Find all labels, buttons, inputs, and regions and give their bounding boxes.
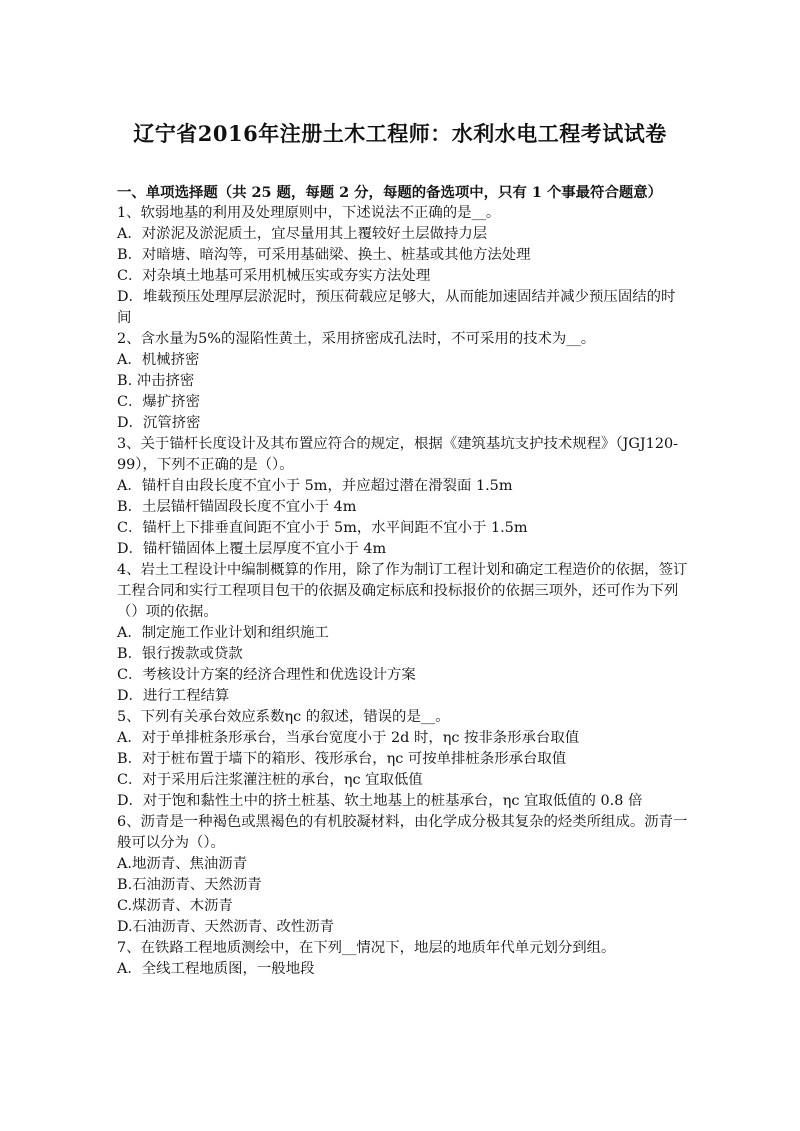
question-block bbox=[117, 434, 689, 560]
question-option: B. 冲击挤密 bbox=[117, 373, 195, 389]
question-option: D．对于饱和黏性土中的挤土桩基、软土地基上的桩基承台，ηc 宜取低值的 0.8 倍 bbox=[117, 793, 643, 809]
question-block bbox=[117, 707, 689, 812]
question-option: A．对淤泥及淤泥质土，宜尽量用其上覆较好土层做持力层 bbox=[117, 226, 488, 242]
exam-content bbox=[117, 182, 689, 980]
question-block bbox=[117, 938, 689, 980]
question-stem: 1、软弱地基的利用及处理原则中，下述说法不正确的是__。 bbox=[117, 205, 501, 221]
question-option: B．对于桩布置于墙下的箱形、筏形承台，ηc 可按单排桩条形承台取值 bbox=[117, 751, 567, 767]
question-option: A．对于单排桩条形承台，当承台宽度小于 2d 时，ηc 按非条形承台取值 bbox=[117, 730, 580, 746]
question-option: D.石油沥青、天然沥青、改性沥青 bbox=[117, 919, 335, 935]
question-stem: 4、岩土工程设计中编制概算的作用，除了作为制订工程计划和确定工程造价的依据，签订工程合同和实行工程项目包干的依据及确定标底和投标报价的依据三项外，还可作为下列（）项的依据。 bbox=[117, 562, 688, 620]
question-stem: 2、含水量为5%的湿陷性黄土，采用挤密成孔法时，不可采用的技术为__。 bbox=[117, 331, 596, 347]
question-stem: 7、在铁路工程地质测绘中，在下列__情况下，地层的地质年代单元划分到组。 bbox=[117, 940, 616, 956]
question-option: C.煤沥青、木沥青 bbox=[117, 898, 233, 914]
section-heading: 一、单项选择题（共 25 题，每题 2 分，每题的备选项中，只有 1 个事最符合题意） bbox=[117, 184, 663, 201]
question-stem: 6、沥青是一种褐色或黑褐色的有机胶凝材料，由化学成分极其复杂的烃类所组成。沥青一般可以分为（）。 bbox=[117, 814, 688, 851]
question-block bbox=[117, 203, 689, 329]
question-stem: 5、下列有关承台效应系数ηc 的叙述，错误的是__。 bbox=[117, 709, 450, 725]
question-option: C．锚杆上下排垂直间距不宜小于 5m，水平间距不宜小于 1.5m bbox=[117, 520, 528, 536]
question-option: A．全线工程地质图，一般地段 bbox=[117, 961, 315, 977]
question-option: D．锚杆锚固体上覆土层厚度不宜小于 4m bbox=[117, 541, 387, 557]
question-option: D．堆载预压处理厚层淤泥时，预压荷载应足够大，从而能加速固结并减少预压固结的时间 bbox=[117, 289, 676, 326]
question-stem: 3、关于锚杆长度设计及其布置应符合的规定，根据《建筑基坑支护技术规程》（JGJ120-99），下列不正确的是（）。 bbox=[117, 436, 678, 473]
question-option: C．对于采用后注浆灌注桩的承台，ηc 宜取低值 bbox=[117, 772, 423, 788]
question-block bbox=[117, 329, 689, 434]
question-option: C．考核设计方案的经济合理性和优选设计方案 bbox=[117, 667, 416, 683]
question-option: A．制定施工作业计划和组织施工 bbox=[117, 625, 329, 641]
question-option: B．土层锚杆锚固段长度不宜小于 4m bbox=[117, 499, 357, 515]
question-option: B.石油沥青、天然沥青 bbox=[117, 877, 262, 893]
question-block bbox=[117, 812, 689, 938]
question-option: D．沉管挤密 bbox=[117, 415, 201, 431]
question-option: A．锚杆自由段长度不宜小于 5m，并应超过潜在滑裂面 1.5m bbox=[117, 478, 513, 494]
question-block bbox=[117, 560, 689, 707]
question-option: B．银行拨款或贷款 bbox=[117, 646, 243, 662]
question-option: B．对暗塘、暗沟等，可采用基础梁、换土、桩基或其他方法处理 bbox=[117, 247, 531, 263]
question-option: A.地沥青、焦油沥青 bbox=[117, 856, 248, 872]
question-option: C．对杂填土地基可采用机械压实或夯实方法处理 bbox=[117, 268, 431, 284]
question-option: C．爆扩挤密 bbox=[117, 394, 200, 410]
question-option: D．进行工程结算 bbox=[117, 688, 230, 704]
question-option: A．机械挤密 bbox=[117, 352, 200, 368]
page-title: 辽宁省2016年注册土木工程师：水利水电工程考试试卷 bbox=[133, 121, 667, 146]
